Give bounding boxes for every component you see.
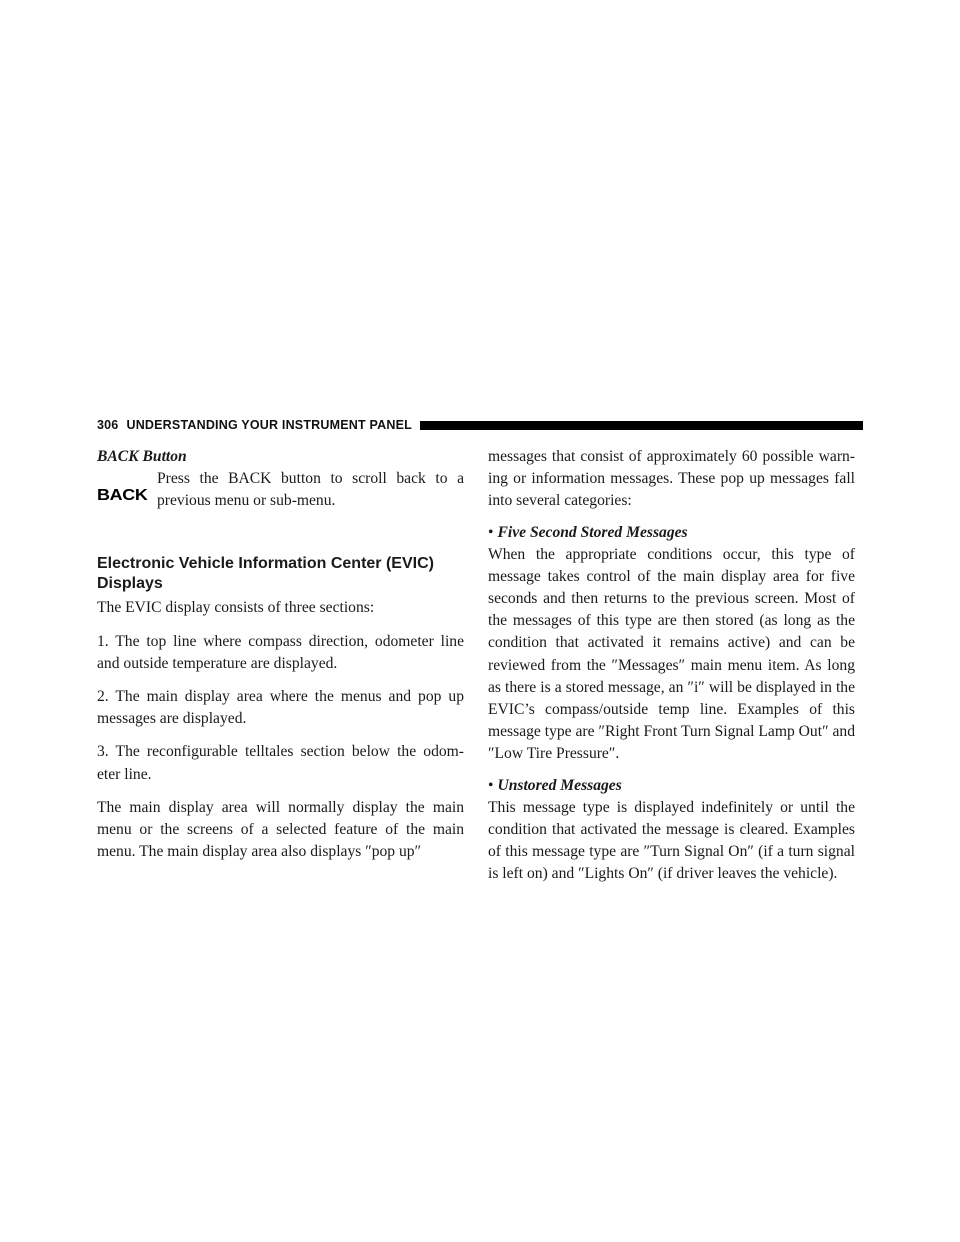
bullet-heading-text: Unstored Messages: [497, 776, 622, 794]
bullet-icon: •: [488, 776, 494, 794]
back-icon-label: BACK: [97, 487, 148, 504]
running-header: [97, 417, 863, 433]
bullet-heading-five-second: [488, 522, 855, 544]
paragraph: 1. The top line where compass direction, odometer line and outside temperature are displayed.: [97, 632, 464, 672]
back-button-block: [97, 468, 464, 512]
back-button-description: Press the BACK button to scroll back to a previous menu or sub-menu.: [157, 470, 464, 510]
paragraph: messages that consist of approximately 60 possible warn-ing or information messages. These pop up messages fall into several categories:: [488, 448, 855, 510]
bullet-heading-unstored: [488, 775, 855, 797]
left-column: [97, 446, 464, 874]
paragraph: When the appropriate conditions occur, this type of message takes control of the main display area for five seconds and then returns to the previous screen. Most of the messages of this type are then stored (as long as the condition that activated it remains active) and can be reviewed from the ″Messages″ main menu item. As long as there is a stored message, an ″i″ will be displayed in the EVIC’s compass/outside temp line. Examples of this message type are ″Right Front Turn Signal Lamp Out″ and ″Low Tire Pressure″.: [488, 545, 855, 763]
header-rule: [420, 421, 863, 430]
bullet-heading-text: Five Second Stored Messages: [497, 523, 688, 541]
paragraph: The EVIC display consists of three sections:: [97, 599, 375, 617]
paragraph: The main display area will normally display the main menu or the screens of a selected feature of the main menu. The main display area also displays ″pop up″: [97, 798, 464, 861]
evic-displays-heading: Electronic Vehicle Information Center (EVIC) Displays: [97, 555, 434, 592]
right-column: [488, 446, 855, 896]
bullet-icon: •: [488, 523, 494, 541]
chapter-title: UNDERSTANDING YOUR INSTRUMENT PANEL: [126, 418, 412, 432]
back-button-heading: BACK Button: [97, 448, 187, 465]
paragraph: This message type is displayed indefinitely or until the condition that activated the message is cleared. Examples of this message type are ″Turn Signal On″ (if a turn signal is left on) and ″Lights On″ (if driver leaves the vehicle).: [488, 798, 855, 883]
paragraph: 3. The reconfigurable telltales section below the odom-eter line.: [97, 743, 464, 783]
paragraph: 2. The main display area where the menus and pop up messages are displayed.: [97, 688, 464, 728]
page-number: 306: [97, 418, 119, 432]
back-button-icon: [97, 485, 151, 507]
